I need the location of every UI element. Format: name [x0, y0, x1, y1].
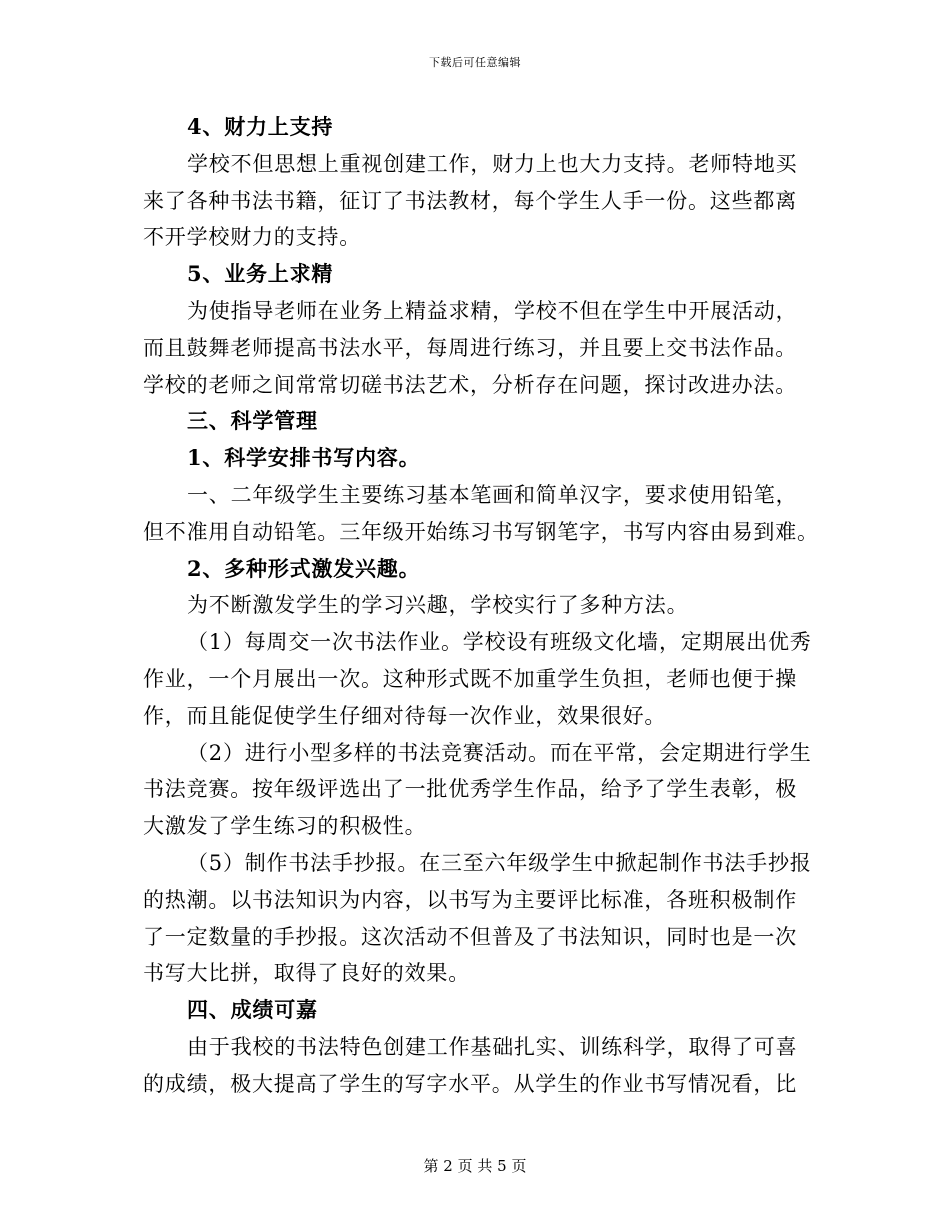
- section-heading: 1、科学安排书写内容。: [187, 445, 421, 471]
- paragraph-line: 了一定数量的手抄报。这次活动不但普及了书法知识，同时也是一次: [143, 924, 797, 949]
- paragraph-line: （5）制作书法手抄报。在三至六年级学生中掀起制作书法手抄报: [187, 850, 812, 875]
- section-heading: 4、财力上支持: [187, 114, 334, 139]
- section-heading: 四、成绩可嘉: [187, 997, 318, 1023]
- paragraph-line: 为不断激发学生的学习兴趣，学校实行了多种方法。: [187, 593, 689, 618]
- paragraph-line: 但不准用自动铅笔。三年级开始练习书写钢笔字，书写内容由易到难。: [143, 519, 819, 544]
- paragraph-line: 由于我校的书法特色创建工作基础扎实、训练科学，取得了可喜: [187, 1034, 798, 1059]
- paragraph-line: 大激发了学生练习的积极性。: [143, 814, 427, 839]
- paragraph-line: 作业，一个月展出一次。这种形式既不加重学生负担，老师也便于操: [143, 666, 797, 691]
- paragraph-line: 学校不但思想上重视创建工作，财力上也大力支持。老师特地买: [187, 151, 798, 176]
- paragraph-line: 来了各种书法书籍，征订了书法教材，每个学生人手一份。这些都离: [143, 188, 797, 213]
- paragraph-line: 的热潮。以书法知识为内容，以书写为主要评比标准，各班积极制作: [143, 887, 797, 912]
- paragraph-line: 为使指导老师在业务上精益求精，学校不但在学生中开展活动，: [187, 298, 798, 323]
- paragraph-line: 一、二年级学生主要练习基本笔画和简单汉字，要求使用铅笔，: [187, 482, 798, 507]
- paragraph-line: 学校的老师之间常常切磋书法艺术，分析存在问题，探讨改进办法。: [143, 372, 797, 397]
- paragraph-line: 书写大比拼，取得了良好的效果。: [143, 961, 470, 986]
- section-heading: 5、业务上求精: [187, 261, 334, 287]
- paragraph-line: 书法竞赛。按年级评选出了一批优秀学生作品，给予了学生表彰，极: [143, 777, 797, 802]
- paragraph-line: （1）每周交一次书法作业。学校设有班级文化墙，定期展出优秀: [187, 630, 812, 655]
- page-header: 下载后可任意编辑: [429, 56, 521, 69]
- section-heading: 2、多种形式激发兴趣。: [187, 555, 421, 581]
- document-body: [143, 109, 819, 1103]
- paragraph-line: （2）进行小型多样的书法竞赛活动。而在平常，会定期进行学生: [187, 740, 812, 765]
- page-footer: 第 2 页 共 5 页: [423, 1157, 527, 1175]
- paragraph-line: 作，而且能促使学生仔细对待每一次作业，效果很好。: [143, 703, 667, 728]
- section-heading: 三、科学管理: [187, 408, 318, 434]
- paragraph-line: 而且鼓舞老师提高书法水平，每周进行练习，并且要上交书法作品。: [143, 335, 797, 360]
- paragraph-line: 的成绩，极大提高了学生的写字水平。从学生的作业书写情况看，比: [143, 1071, 797, 1096]
- paragraph-line: 不开学校财力的支持。: [143, 225, 361, 250]
